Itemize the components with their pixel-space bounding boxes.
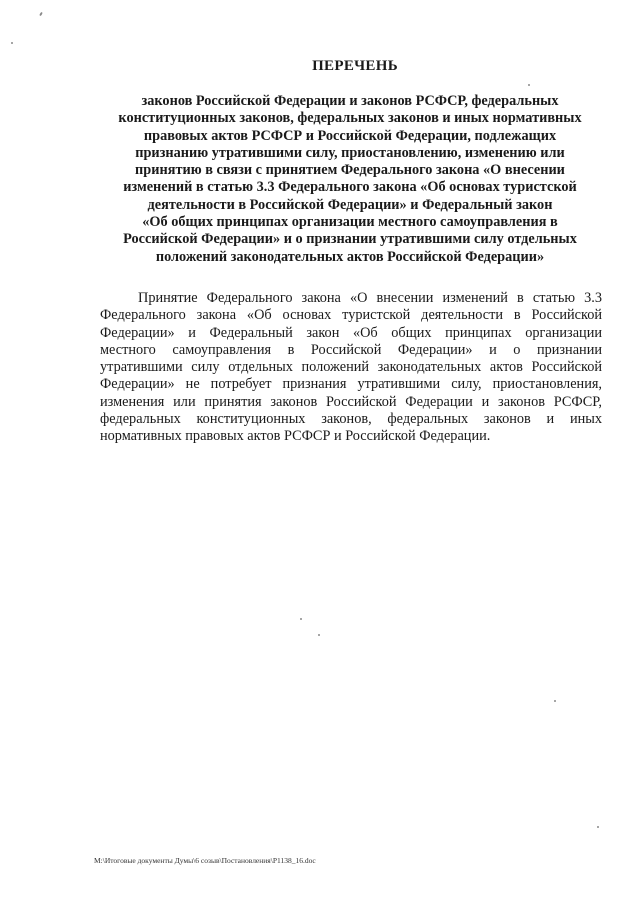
scan-speck bbox=[11, 42, 13, 44]
scan-speck bbox=[318, 634, 320, 636]
body-line: нормативных правовых актов РСФСР и Российской Федерации. bbox=[100, 428, 491, 445]
body-line: Принятие Федерального закона «О внесении изменений в статью 3.3 bbox=[138, 290, 602, 306]
scan-speck bbox=[528, 84, 530, 86]
footer-file-path: M:\Итоговые документы Думы\6 созыв\Постановления\P1138_16.doc bbox=[94, 856, 316, 865]
body-line: местного самоуправления в Российской Федерации» и о признании bbox=[100, 341, 602, 358]
body-line: утратившими силу отдельных положений законодательных актов Российской bbox=[100, 359, 602, 376]
document-title: ПЕРЕЧЕНЬ bbox=[312, 58, 398, 74]
body-line: Федерации» не потребует признания утратившими силу, приостановления, bbox=[100, 376, 602, 393]
body-line: изменения или принятия законов Российской Федерации и законов РСФСР, bbox=[100, 393, 602, 410]
subtitle-line: принятию в связи с принятием Федерального закона «О внесении bbox=[135, 162, 565, 179]
subtitle-line: правовых актов РСФСР и Российской Федерации, подлежащих bbox=[143, 127, 557, 144]
scan-speck bbox=[554, 700, 556, 702]
body-line: Федерального закона «Об основах туристской деятельности в Российской bbox=[100, 307, 602, 324]
subtitle-line: положений законодательных актов Российской Федерации» bbox=[155, 248, 545, 265]
body-paragraph bbox=[100, 290, 602, 446]
subtitle-line: признанию утратившими силу, приостановлению, изменению или bbox=[135, 144, 565, 161]
subtitle-line: деятельности в Российской Федерации» и Федеральный закон bbox=[147, 196, 553, 213]
document-subtitle bbox=[100, 93, 600, 266]
subtitle-line: конституционных законов, федеральных законов и иных нормативных bbox=[118, 110, 582, 127]
scan-speck bbox=[300, 618, 302, 620]
subtitle-line: Российской Федерации» и о признании утратившими силу отдельных bbox=[123, 231, 577, 248]
body-line: Федерации» и Федеральный закон «Об общих принципах организации bbox=[100, 324, 602, 341]
subtitle-line: изменений в статью 3.3 Федерального закона «Об основах туристской bbox=[123, 179, 577, 196]
subtitle-line: «Об общих принципах организации местного самоуправления в bbox=[142, 214, 558, 231]
subtitle-line: законов Российской Федерации и законов РСФСР, федеральных bbox=[141, 93, 559, 109]
body-line: федеральных конституционных законов, федеральных законов и иных bbox=[100, 411, 602, 428]
scan-speck bbox=[597, 826, 599, 828]
scan-speck bbox=[39, 12, 43, 16]
